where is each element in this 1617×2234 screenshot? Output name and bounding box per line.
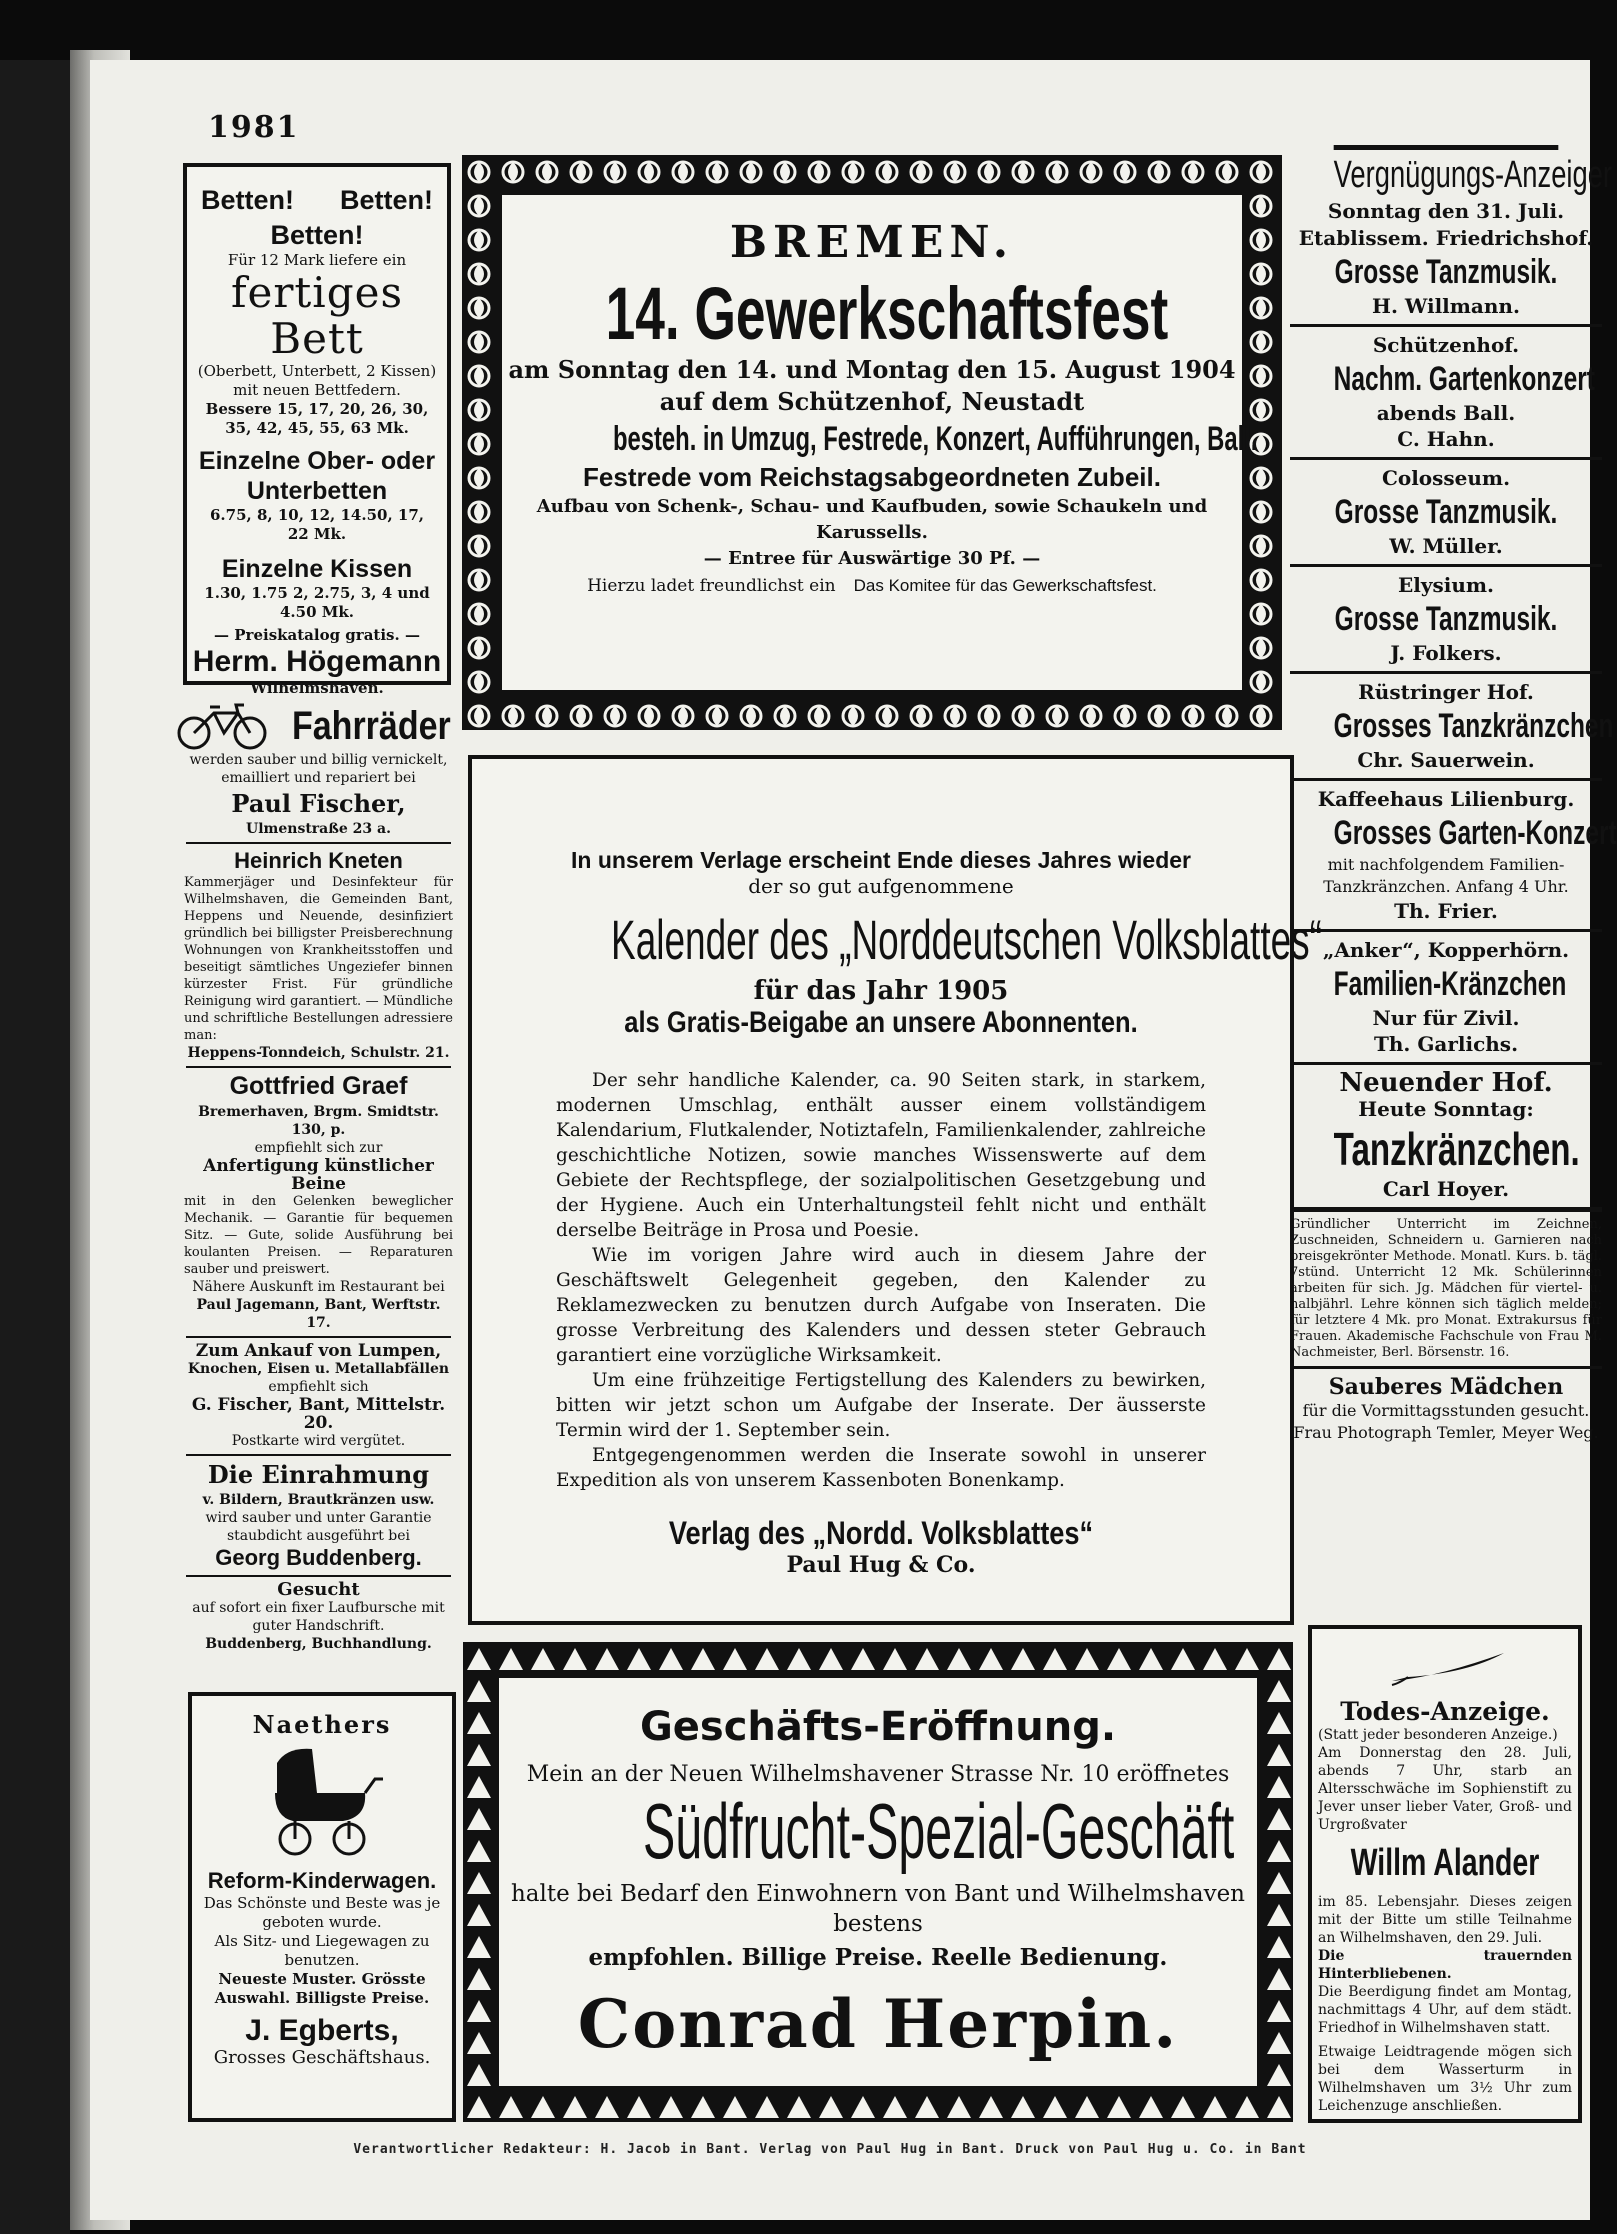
vergn-item xyxy=(1290,332,1602,452)
maedchen-title: Sauberes Mädchen xyxy=(1328,1374,1564,1400)
fahrraeder-text: werden sauber und billig vernickelt, emailliert und repariert bei xyxy=(189,752,448,786)
naethers-name: Reform-Kinderwagen. xyxy=(207,1868,437,1893)
todes-text3: Die Beerdigung findet am Montag, nachmittags 4 Uhr, auf dem städt. Friedhof in Wilhelmshaven statt. xyxy=(1318,1984,1572,2036)
vergn-item xyxy=(1290,572,1602,666)
gesucht-title: Gesucht xyxy=(277,1579,360,1600)
lumpen-l1: Knochen, Eisen u. Metallabfällen xyxy=(187,1361,450,1377)
bremen-l7b: Das Komitee für das Gewerkschaftsfest. xyxy=(853,576,1157,595)
lumpen-name: G. Fischer, Bant, Mittelstr. 20. xyxy=(191,1395,446,1433)
naethers-ad xyxy=(188,1692,456,2122)
graef-l4: Paul Jagemann, Bant, Werftstr. 17. xyxy=(196,1297,441,1331)
event: Grosses Tanzkränzchen xyxy=(1333,707,1614,745)
einrahmung-name: Georg Buddenberg. xyxy=(215,1545,422,1570)
bremen-title: 14. Gewerkschaftsfest xyxy=(605,272,1169,355)
kneten-name: Heinrich Kneten xyxy=(234,848,403,873)
host: H. Willmann. xyxy=(1372,294,1520,318)
divider xyxy=(1290,324,1602,327)
divider xyxy=(186,1454,451,1456)
todes-sig: Die trauernden Hinterbliebenen. xyxy=(1318,1948,1572,1982)
bremen-ad xyxy=(498,191,1258,694)
venue: Rüstringer Hof. xyxy=(1358,680,1534,704)
vergn-item xyxy=(1290,225,1602,319)
event: Grosses Garten-Konzert xyxy=(1333,814,1617,852)
betten-ad xyxy=(183,163,451,697)
extra: Nur für Zivil. xyxy=(1372,1006,1520,1030)
betten-l4: Bessere 15, 17, 20, 26, 30, 35, 42, 45, 55, 63 Mk. xyxy=(205,400,429,437)
betten-h1: Betten! xyxy=(201,185,294,215)
bremen-ad-frame xyxy=(462,155,1282,730)
lumpen-l3: Postkarte wird vergütet. xyxy=(231,1433,406,1449)
kalender-sig1: Verlag des „Nordd. Volksblattes“ xyxy=(668,1515,1094,1551)
kalender-body xyxy=(472,1068,1290,1493)
herpin-l3: empfohlen. Billige Preise. Reelle Bedienung. xyxy=(588,1944,1168,1971)
todes-name: Willm Alander xyxy=(1350,1842,1540,1884)
naethers-title: Naethers xyxy=(252,1710,392,1739)
vergn-title: Vergnügungs-Anzeiger xyxy=(1334,145,1559,197)
event: Tanzkränzchen. xyxy=(1333,1123,1580,1175)
betten-l5: Einzelne Ober- oder Unterbetten xyxy=(198,447,436,505)
vergnuegungs-anzeiger xyxy=(1290,145,1617,1442)
naethers-shop2: Grosses Geschäftshaus. xyxy=(213,2047,431,2068)
kalender-p1: Der sehr handliche Kalender, ca. 90 Seiten stark, in starkem, modernen Umschlag, enthält ausser einem vollständigem Kalendarium, Flutkalender, Notiztafeln, Familienkalender, zahlreiche geschichtliche Notizen, sowie manches Wissenswerte auf dem Gebiete der Rechtspflege, der sozialpolitischen Gesetzgebung und der Hygiene. Auch ein Unterhaltungsteil fehlt nicht und enthält derselbe Beiträge in Prosa und Poesie. xyxy=(556,1070,1206,1241)
kalender-l2: der so gut aufgenommene xyxy=(748,874,1014,898)
graef-l1: empfiehlt sich zur xyxy=(254,1140,383,1156)
venue: Colosseum. xyxy=(1381,466,1511,490)
pram-icon xyxy=(257,1743,387,1858)
naethers-l1: Das Schönste und Beste was je geboten wurde. xyxy=(203,1894,441,1931)
fahrraeder-addr: Ulmenstraße 23 a. xyxy=(246,821,391,837)
imprint-line: Verantwortlicher Redakteur: H. Jacob in Bant. Verlag von Paul Hug in Bant. Druck von Paul Hug u. Co. in Bant xyxy=(353,2142,1307,2157)
betten-l1: Für 12 Mark liefere ein xyxy=(227,251,407,269)
event: Grosse Tanzmusik. xyxy=(1334,600,1558,638)
todes-text2: im 85. Lebensjahr. Dieses zeigen mit der Bitte um stille Teilnahme an Wilhelmshaven, den 29. Juli. xyxy=(1318,1894,1572,1946)
herpin-title: Geschäfts-Eröffnung. xyxy=(639,1704,1117,1750)
divider xyxy=(186,842,451,844)
divider xyxy=(1290,1366,1602,1369)
venue: Elysium. xyxy=(1398,573,1494,597)
betten-l10: Herm. Högemann xyxy=(192,645,442,678)
lumpen-l2: empfiehlt sich xyxy=(268,1379,369,1395)
todes-text: Am Donnerstag den 28. Juli, abends 7 Uhr, starb an Altersschwäche im Sophienstift zu Jever unser lieber Vater, Groß- und Urgroßvater xyxy=(1318,1745,1572,1833)
venue: Kaffeehaus Lilienburg. xyxy=(1317,787,1575,811)
divider xyxy=(1290,1062,1602,1065)
kalender-p3: Um eine frühzeitige Fertigstellung des Kalenders zu bewirken, bitten wir jetzt schon um Aufgabe der Inserate. Der äusserste Termin wird der 1. September sein. xyxy=(556,1370,1206,1441)
herpin-ad xyxy=(495,1674,1261,2090)
divider xyxy=(186,1575,451,1577)
extra: Heute Sonntag: xyxy=(1358,1097,1534,1121)
herpin-l1: Mein an der Neuen Wilhelmshavener Strasse Nr. 10 eröffnetes xyxy=(526,1762,1230,1787)
kalender-l1: In unserem Verlage erscheint Ende dieses Jahres wieder xyxy=(570,847,1191,873)
bremen-l7a: Hierzu ladet freundlichst ein xyxy=(587,576,836,596)
divider xyxy=(1290,1207,1602,1212)
vergn-item xyxy=(1290,937,1602,1057)
venue: Schützenhof. xyxy=(1372,333,1520,357)
gesucht-text: auf sofort ein fixer Laufbursche mit guter Handschrift. xyxy=(192,1600,445,1634)
betten-l11: Wilhelmshaven. xyxy=(250,679,384,697)
kneten-text: Kammerjäger und Desinfekteur für Wilhelmshaven, die Gemeinden Bant, Heppens und Neuende, desinfiziert gründlich bei billigster Preisberechnung Wohnungen von Krankheitsstoffen und beseitigt sämtliches Ungeziefer binnen kürzester Frist. Für gründliche Reinigung wird garantiert. — Mündliche und schriftliche Bestellungen adressiere man: xyxy=(184,875,453,1043)
einrahmung-title: Die Einrahmung xyxy=(207,1460,430,1489)
vergn-item xyxy=(1290,1070,1602,1202)
todes-title: Todes-Anzeige. xyxy=(1340,1697,1550,1726)
herpin-name: Conrad Herpin. xyxy=(577,1985,1179,2063)
herpin-ad-frame xyxy=(463,1642,1293,2122)
kalender-l3: für das Jahr 1905 xyxy=(753,976,1009,1006)
divider xyxy=(186,1066,451,1068)
vergn-item xyxy=(1290,786,1617,924)
betten-l6: 6.75, 8, 10, 12, 14.50, 17, 22 Mk. xyxy=(209,506,424,543)
bremen-city: BREMEN. xyxy=(729,217,1015,268)
bremen-l3: besteh. in Umzug, Festrede, Konzert, Aufführungen, Ball. xyxy=(613,420,1258,458)
kneten-addr: Heppens-Tonndeich, Schulstr. 21. xyxy=(187,1045,450,1061)
host: J. Folkers. xyxy=(1390,641,1502,665)
todes-text4: Etwaige Leidtragende mögen sich bei dem Wasserturm in Wilhelmshaven um 3½ Uhr zum Leichenzuge anschließen. xyxy=(1318,2044,1572,2114)
todes-anzeige xyxy=(1308,1625,1582,2123)
bremen-l1: am Sonntag den 14. und Montag den 15. August 1904 xyxy=(508,355,1236,384)
vergn-item xyxy=(1290,465,1602,559)
todes-sub: (Statt jeder besonderen Anzeige.) xyxy=(1318,1727,1558,1743)
kalender-p4: Entgegengenommen werden die Inserate sowohl in unserer Expedition als von unserem Kassenboten Bonenkamp. xyxy=(556,1445,1206,1491)
herpin-shop: Südfrucht-Spezial-Geschäft xyxy=(643,1787,1235,1875)
event: Nachm. Gartenkonzert xyxy=(1333,360,1595,398)
host: Th. Garlichs. xyxy=(1373,1032,1519,1056)
naethers-l3: Neueste Muster. Grösste Auswahl. Billigste Preise. xyxy=(214,1970,430,2007)
vergn-item xyxy=(1290,679,1614,773)
naethers-l2: Als Sitz- und Liegewagen zu benutzen. xyxy=(214,1932,430,1969)
quill-icon xyxy=(1388,1647,1508,1687)
venue: Etablissem. Friedrichshof. xyxy=(1298,226,1594,250)
divider xyxy=(1290,929,1602,932)
divider xyxy=(1290,671,1602,674)
kalender-title: Kalender des „Norddeutschen Volksblattes“ xyxy=(611,908,1322,971)
host: Th. Frier. xyxy=(1394,899,1498,923)
naethers-shop: J. Egberts, xyxy=(245,2014,399,2047)
event: Grosse Tanzmusik. xyxy=(1334,493,1558,531)
divider xyxy=(1290,778,1602,781)
host: W. Müller. xyxy=(1389,534,1503,558)
vergn-date: Sonntag den 31. Juli. xyxy=(1327,199,1565,223)
graef-l3: Nähere Auskunft im Restaurant bei xyxy=(192,1279,445,1295)
divider xyxy=(1290,457,1602,460)
graef-l2: Anfertigung künstlicher Beine xyxy=(203,1156,434,1194)
bicycle-icon xyxy=(172,701,272,751)
extra: abends Ball. xyxy=(1376,401,1516,425)
unterricht-ad: Gründlicher Unterricht im Zeichnen, Zuschneiden, Schneidern u. Garnieren nach preisgekrönter Methode. Monatl. Kurs. b. tägl. 7stünd. Unterricht 12 Mk. Schülerinnen arbeiten für sich. Jg. Mädchen für viertel- u. halbjährl. Lehre können sich täglich melden; für letztere 4 Mk. pro Monat. Extrakursus für Frauen. Akademische Fachschule von Frau M. Nachmeister, Berl. Börsenstr. 16. xyxy=(1290,1217,1602,1360)
betten-h2: Betten! xyxy=(340,185,433,215)
bremen-l2: auf dem Schützenhof, Neustadt xyxy=(659,387,1085,416)
fahrraeder-name: Paul Fischer, xyxy=(231,789,406,818)
venue: „Anker“, Kopperhörn. xyxy=(1322,938,1570,962)
kalender-p2: Wie im vorigen Jahre wird auch in diesem Jahre der Geschäftswelt Gelegenheit gegeben, den Kalender zu Reklamezwecken zu benutzen durch Aufgabe von Inseraten. Die grosse Verbreitung des Kalenders und dessen steter Gebrauch garantiert eine vorzügliche Wirksamkeit. xyxy=(556,1245,1206,1366)
binding-spine xyxy=(0,60,70,2234)
kalender-sig2: Paul Hug & Co. xyxy=(786,1552,976,1578)
fahrraeder-title: Fahrräder xyxy=(292,703,451,748)
graef-name: Gottfried Graef xyxy=(229,1072,408,1100)
extra: mit nachfolgendem Familien-Tanzkränzchen. Anfang 4 Uhr. xyxy=(1323,855,1569,896)
host: Carl Hoyer. xyxy=(1382,1177,1510,1201)
betten-h3: Betten! xyxy=(270,220,364,250)
betten-l3: (Oberbett, Unterbett, 2 Kissen) mit neuen Bettfedern. xyxy=(197,362,437,399)
gesucht-sig: Buddenberg, Buchhandlung. xyxy=(205,1636,432,1652)
divider xyxy=(1290,564,1602,567)
divider xyxy=(186,1336,451,1338)
bremen-l6: — Entree für Auswärtige 30 Pf. — xyxy=(703,548,1041,569)
betten-l8: 1.30, 1.75 2, 2.75, 3, 4 und 4.50 Mk. xyxy=(204,584,430,621)
graef-text: mit in den Gelenken beweglicher Mechanik. — Garantie für bequemen Sitz. — Gute, solide Ausführung bei koulanten Preisen. — Reparaturen sauber und preiswert. xyxy=(184,1194,453,1277)
maedchen-text: für die Vormittagsstunden gesucht. Frau Photograph Temler, Meyer Weg. xyxy=(1293,1401,1599,1442)
kalender-l4: als Gratis-Beigabe an unsere Abonnenten. xyxy=(624,1006,1138,1039)
betten-l9: — Preiskatalog gratis. — xyxy=(214,626,420,644)
venue: Neuender Hof. xyxy=(1339,1068,1553,1098)
einrahmung-l2: wird sauber und unter Garantie staubdicht ausgeführt bei xyxy=(205,1510,432,1544)
left-column-ads xyxy=(180,695,457,1685)
host: Chr. Sauerwein. xyxy=(1357,748,1535,772)
kalender-ad xyxy=(468,755,1322,1625)
event: Familien-Kränzchen xyxy=(1333,965,1567,1003)
graef-addr: Bremerhaven, Brgm. Smidtstr. 130, p. xyxy=(198,1104,439,1138)
betten-l2: fertiges Bett xyxy=(230,268,404,363)
host: C. Hahn. xyxy=(1397,427,1495,451)
betten-l7: Einzelne Kissen xyxy=(221,555,413,583)
page-number: 1981 xyxy=(208,110,300,145)
bremen-l5: Aufbau von Schenk-, Schau- und Kaufbuden, sowie Schaukeln und Karussells. xyxy=(536,496,1208,543)
herpin-l2: halte bei Bedarf den Einwohnern von Bant und Wilhelmshaven bestens xyxy=(510,1881,1245,1937)
bremen-l4: Festrede vom Reichstagsabgeordneten Zubeil. xyxy=(583,462,1161,492)
einrahmung-l1: v. Bildern, Brautkränzen usw. xyxy=(202,1492,435,1508)
event: Grosse Tanzmusik. xyxy=(1334,253,1558,291)
lumpen-title: Zum Ankauf von Lumpen, xyxy=(195,1341,442,1361)
